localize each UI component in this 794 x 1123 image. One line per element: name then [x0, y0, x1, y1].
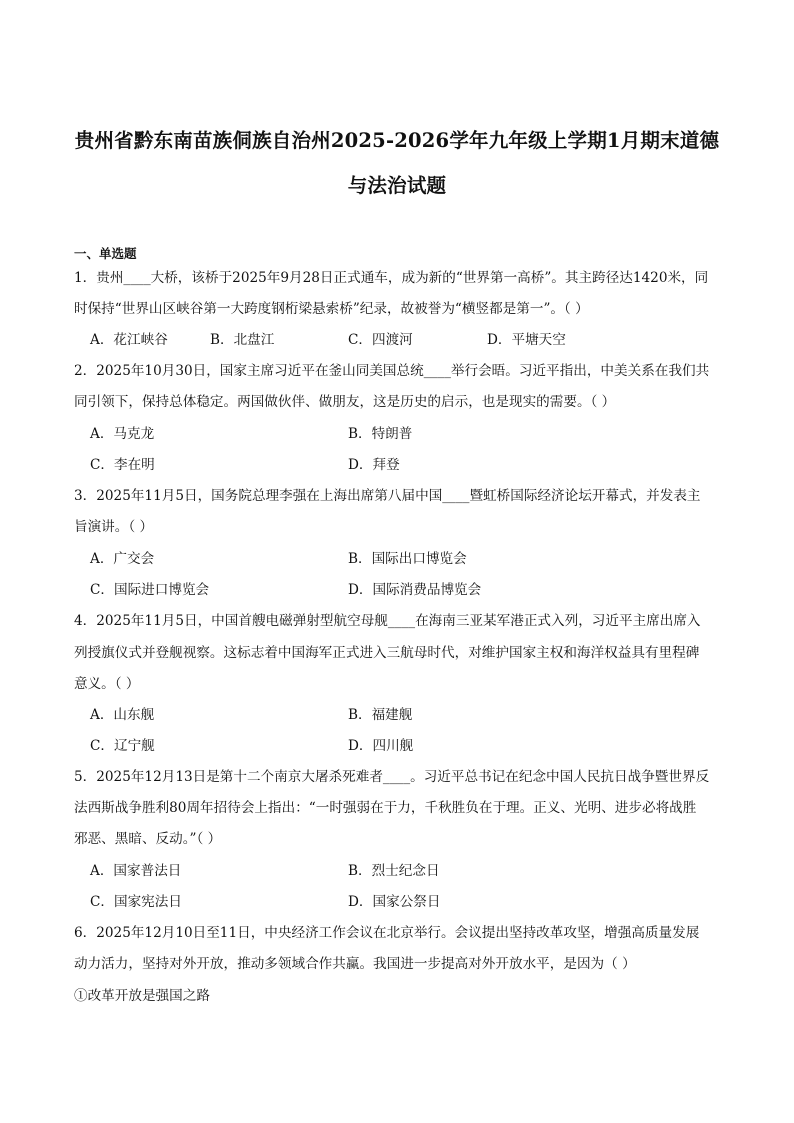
question-6-statement-1: ①改革开放是强国之路	[74, 988, 210, 1004]
question-4-option-c[interactable]: C．辽宁舰	[90, 738, 155, 754]
question-1-option-d[interactable]: D．平塘天空	[487, 332, 566, 348]
question-4-line-2: 列授旗仪式并登舰视察。这标志着中国海军正式进入三航母时代，对维护国家主权和海洋权益具有里程碑	[74, 645, 700, 661]
section-heading: 一、单选题	[74, 246, 137, 261]
question-2-option-c[interactable]: C．李在明	[90, 457, 155, 473]
question-5-line-3: 邪恶、黑暗、反动。”（ ）	[74, 831, 222, 847]
question-3-line-1: 3．2025年11月5日，国务院总理李强在上海出席第八届中国____暨虹桥国际经济论坛开幕式，并发表主	[74, 488, 701, 504]
question-4-line-1: 4．2025年11月5日，中国首艘电磁弹射型航空母舰____在海南三亚某军港正式入列，习近平主席出席入	[74, 613, 701, 629]
question-1-option-c[interactable]: C．四渡河	[348, 332, 413, 348]
question-5-option-d[interactable]: D．国家公祭日	[348, 894, 441, 910]
question-1-line-2: 时保持“世界山区峡谷第一大跨度钢桁梁悬索桥”纪录，故被誉为“横竖都是第一”。（ ）	[74, 301, 589, 317]
question-4-option-b[interactable]: B．福建舰	[348, 707, 413, 723]
question-5-option-c[interactable]: C．国家宪法日	[90, 894, 182, 910]
question-3-option-b[interactable]: B．国际出口博览会	[348, 551, 467, 567]
question-4-option-d[interactable]: D．四川舰	[348, 738, 414, 754]
question-4-option-a[interactable]: A．山东舰	[90, 707, 155, 723]
question-6-line-1: 6．2025年12月10日至11日，中央经济工作会议在北京举行。会议提出坚持改革攻坚，增强高质量发展	[74, 925, 700, 941]
question-3-option-d[interactable]: D．国际消费品博览会	[348, 582, 482, 598]
question-2-line-2: 同引领下，保持总体稳定。两国做伙伴、做朋友，这是历史的启示，也是现实的需要。（ ）	[74, 394, 616, 410]
question-5-option-a[interactable]: A．国家普法日	[90, 863, 182, 879]
question-1-option-b[interactable]: B．北盘江	[210, 332, 275, 348]
question-3-option-a[interactable]: A．广交会	[90, 551, 155, 567]
question-3-option-c[interactable]: C．国际进口博览会	[90, 582, 210, 598]
question-3-line-2: 旨演讲。（ ）	[74, 519, 154, 535]
question-6-line-2: 动力活力，坚持对外开放，推动多领域合作共赢。我国进一步提高对外开放水平，是因为（ ）	[74, 956, 636, 972]
question-1-line-1: 1．贵州____大桥，该桥于2025年9月28日正式通车，成为新的“世界第一高桥”。其主跨径达1420米，同	[74, 270, 709, 286]
question-2-option-d[interactable]: D．拜登	[348, 457, 400, 473]
question-2-line-1: 2．2025年10月30日，国家主席习近平在釜山同美国总统____举行会晤。习近平指出，中美关系在我们共	[74, 363, 710, 379]
question-2-option-b[interactable]: B．特朗普	[348, 426, 413, 442]
question-1-option-a[interactable]: A．花江峡谷	[90, 332, 168, 348]
question-4-line-3: 意义。（ ）	[74, 676, 140, 692]
question-5-line-1: 5．2025年12月13日是第十二个南京大屠杀死难者____。习近平总书记在纪念中国人民抗日战争暨世界反	[74, 769, 710, 785]
question-2-option-a[interactable]: A．马克龙	[90, 426, 155, 442]
document-title-line-2: 与法治试题	[347, 174, 447, 197]
document-title-line-1: 贵州省黔东南苗族侗族自治州2025-2026学年九年级上学期1月期末道德	[74, 129, 720, 152]
question-5-line-2: 法西斯战争胜利80周年招待会上指出：“一时强弱在于力，千秋胜负在于理。正义、光明、进步必将战胜	[74, 800, 697, 816]
question-5-option-b[interactable]: B．烈士纪念日	[348, 863, 440, 879]
